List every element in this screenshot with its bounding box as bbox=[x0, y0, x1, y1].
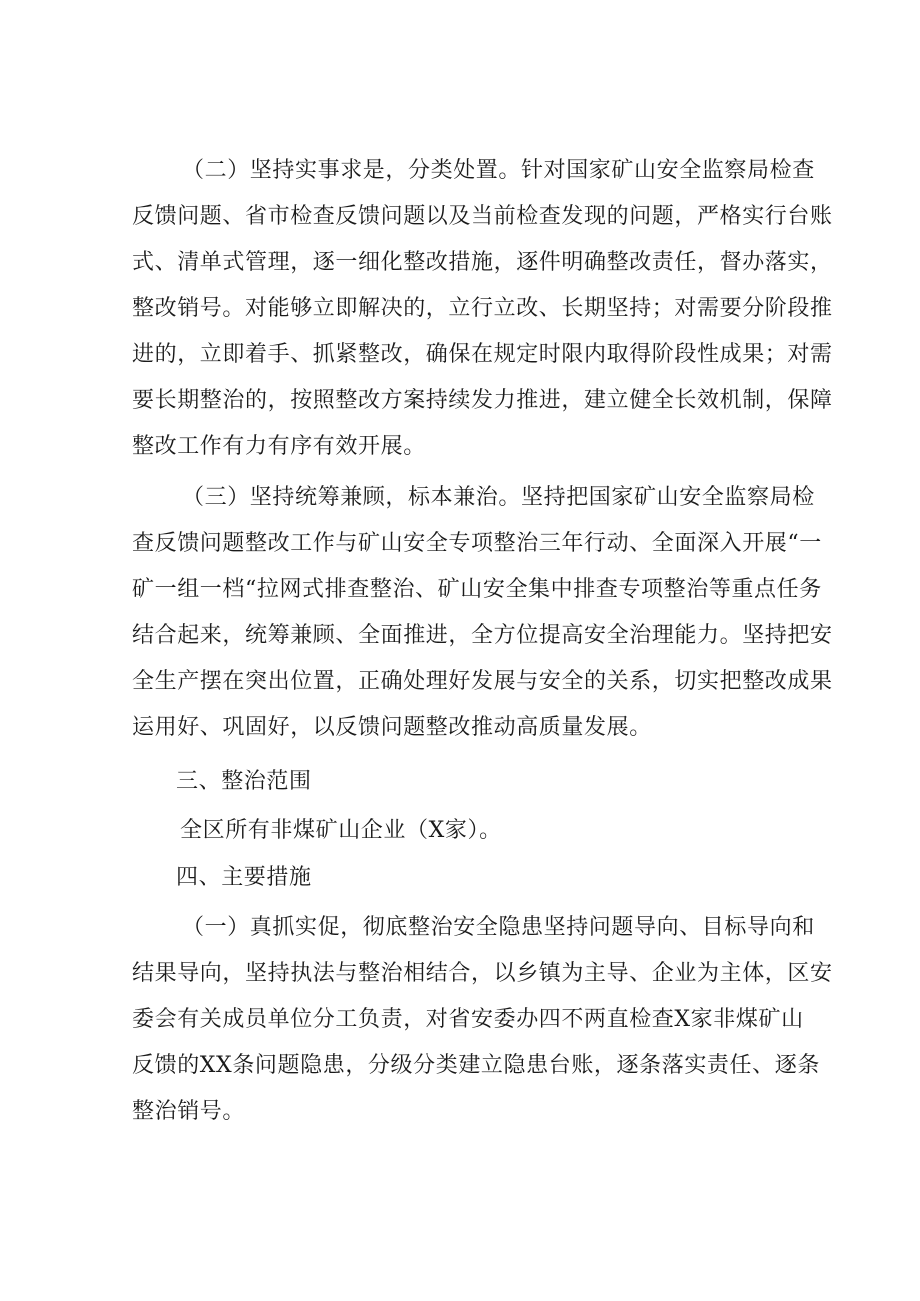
paragraph-3-line-1: （三）坚持统筹兼顾，标本兼治。坚持把国家矿山安全监察局检 bbox=[182, 485, 815, 510]
section-3-heading: 三、整治范围 bbox=[176, 769, 312, 794]
measure-1-line-5: 整治销号。 bbox=[132, 1099, 246, 1124]
paragraph-2-line-3: 式、清单式管理，逐一细化整改措施，逐件明确整改责任，督办落实， bbox=[132, 250, 833, 275]
paragraph-2-line-7: 整改工作有力有序有效开展。 bbox=[132, 434, 426, 459]
measure-1-line-1: （一）真抓实促，彻底整治安全隐患坚持问题导向、目标导向和 bbox=[182, 915, 815, 940]
paragraph-3-line-2: 查反馈问题整改工作与矿山安全专项整治三年行动、全面深入开展“一 bbox=[132, 531, 822, 556]
paragraph-2-line-2: 反馈问题、省市检查反馈问题以及当前检查发现的问题，严格实行台账 bbox=[132, 204, 833, 229]
paragraph-2-line-5: 进的，立即着手、抓紧整改，确保在规定时限内取得阶段性成果；对需 bbox=[132, 342, 833, 367]
paragraph-2-line-1: （二）坚持实事求是，分类处置。针对国家矿山安全监察局检查 bbox=[182, 158, 815, 183]
section-4-heading: 四、主要措施 bbox=[176, 865, 312, 890]
paragraph-2-line-4: 整改销号。对能够立即解决的，立行立改、长期坚持；对需要分阶段推 bbox=[132, 296, 833, 321]
paragraph-3-line-3: 矿一组一档“拉网式排查整治、矿山安全集中排查专项整治等重点任务 bbox=[132, 577, 822, 602]
measure-1-line-3: 委会有关成员单位分工负责，对省安委办四不两直检查X家非煤矿山 bbox=[132, 1007, 804, 1032]
paragraph-3-line-5: 全生产摆在突出位置，正确处理好发展与安全的关系，切实把整改成果 bbox=[132, 669, 833, 694]
paragraph-3-line-6: 运用好、巩固好，以反馈问题整改推动高质量发展。 bbox=[132, 715, 652, 740]
measure-1-line-4: 反馈的XX条问题隐患，分级分类建立隐患台账，逐条落实责任、逐条 bbox=[132, 1053, 820, 1078]
measure-1-line-2: 结果导向，坚持执法与整治相结合，以乡镇为主导、企业为主体，区安 bbox=[132, 961, 833, 986]
section-3-body: 全区所有非煤矿山企业（X家）。 bbox=[180, 818, 502, 843]
paragraph-3-line-4: 结合起来，统筹兼顾、全面推进，全方位提高安全治理能力。坚持把安 bbox=[132, 623, 833, 648]
paragraph-2-line-6: 要长期整治的，按照整改方案持续发力推进，建立健全长效机制，保障 bbox=[132, 388, 833, 413]
